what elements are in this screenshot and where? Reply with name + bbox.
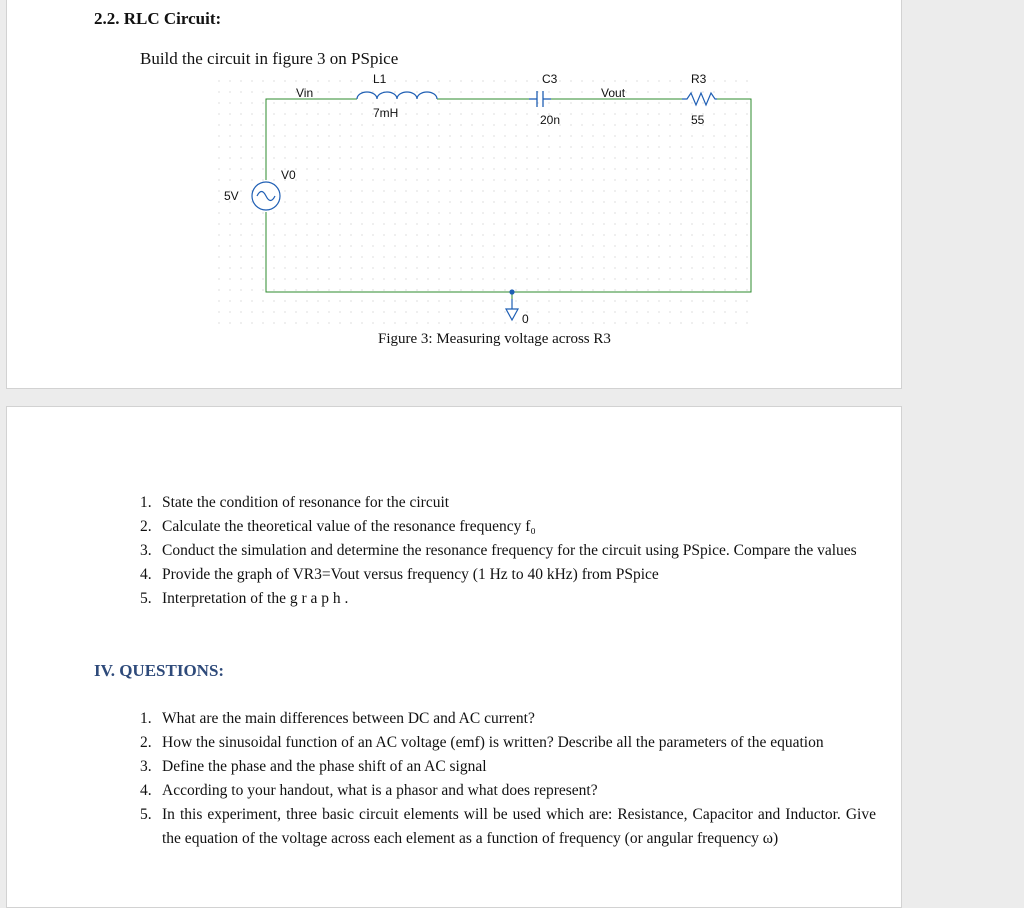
questions-list [140,707,876,851]
list-item: 4. According to your handout, what is a phasor and what does represent? [140,779,876,803]
questions-title: IV. QUESTIONS: [94,661,225,680]
list-item: 2. How the sinusoidal function of an AC voltage (emf) is written? Describe all the parameters of the equation [140,731,876,755]
question-text: According to your handout, what is a phasor and what does represent? [162,782,598,799]
procedure-list [140,491,876,611]
list-item: 5. Interpretation of the g r a p h . [140,587,876,611]
list-item: 3. Conduct the simulation and determine the resonance frequency for the circuit using PSpice. Compare the values [140,539,876,563]
figure-caption: Figure 3: Measuring voltage across R3 [378,331,611,347]
question-text: How the sinusoidal function of an AC voltage (emf) is written? Describe all the parameters of the equation [162,734,824,751]
question-text: In this experiment, three basic circuit elements will be used which are: Resistance, Capacitor and Inductor. Give the equation of the voltage across each element as a function of frequency (or angular frequency ω) [162,806,876,847]
document-page-1 [6,0,902,389]
list-item: 4. Provide the graph of VR3=Vout versus frequency (1 Hz to 40 kHz) from PSpice [140,563,876,587]
c3-name-label: C3 [542,72,558,86]
grid-background [217,75,757,331]
document-page-2 [6,406,902,908]
r3-value-label: 55 [691,113,705,127]
list-item: 5. In this experiment, three basic circuit elements will be used which are: Resistance, Capacitor and Inductor. Give the equation of the voltage across each element as a function of frequency (or angular frequency ω) [140,803,876,851]
list-item: 2. Calculate the theoretical value of the resonance frequency f₀ [140,515,876,539]
ac-source-v0 [252,182,280,210]
v0-value-label: 5V [224,189,239,203]
vin-net-label: Vin [296,86,314,100]
section-title: 2.2. RLC Circuit: [94,9,222,28]
question-text: What are the main differences between DC and AC current? [162,710,535,727]
procedure-text: Provide the graph of VR3=Vout versus frequency (1 Hz to 40 kHz) from PSpice [162,566,659,583]
instruction-text: Build the circuit in figure 3 on PSpice [140,49,399,68]
list-item: 1. State the condition of resonance for the circuit [140,491,876,515]
v0-name-label: V0 [281,168,296,182]
question-text: Define the phase and the phase shift of an AC signal [162,758,487,775]
r3-name-label: R3 [691,72,707,86]
procedure-text: State the condition of resonance for the circuit [162,494,450,511]
list-item: 1. What are the main differences between DC and AC current? [140,707,876,731]
circuit-schematic [207,69,767,339]
ground-net-label: 0 [522,312,529,326]
list-item: 3. Define the phase and the phase shift of an AC signal [140,755,876,779]
procedure-text: Interpretation of the g r a p h . [162,590,349,607]
procedure-text: Calculate the theoretical value of the resonance frequency f₀ [162,518,536,535]
procedure-text: Conduct the simulation and determine the resonance frequency for the circuit using PSpice. Compare the values [162,542,857,559]
vout-net-label: Vout [601,86,626,100]
c3-value-label: 20n [540,113,561,127]
l1-name-label: L1 [373,72,387,86]
l1-value-label: 7mH [373,106,399,120]
